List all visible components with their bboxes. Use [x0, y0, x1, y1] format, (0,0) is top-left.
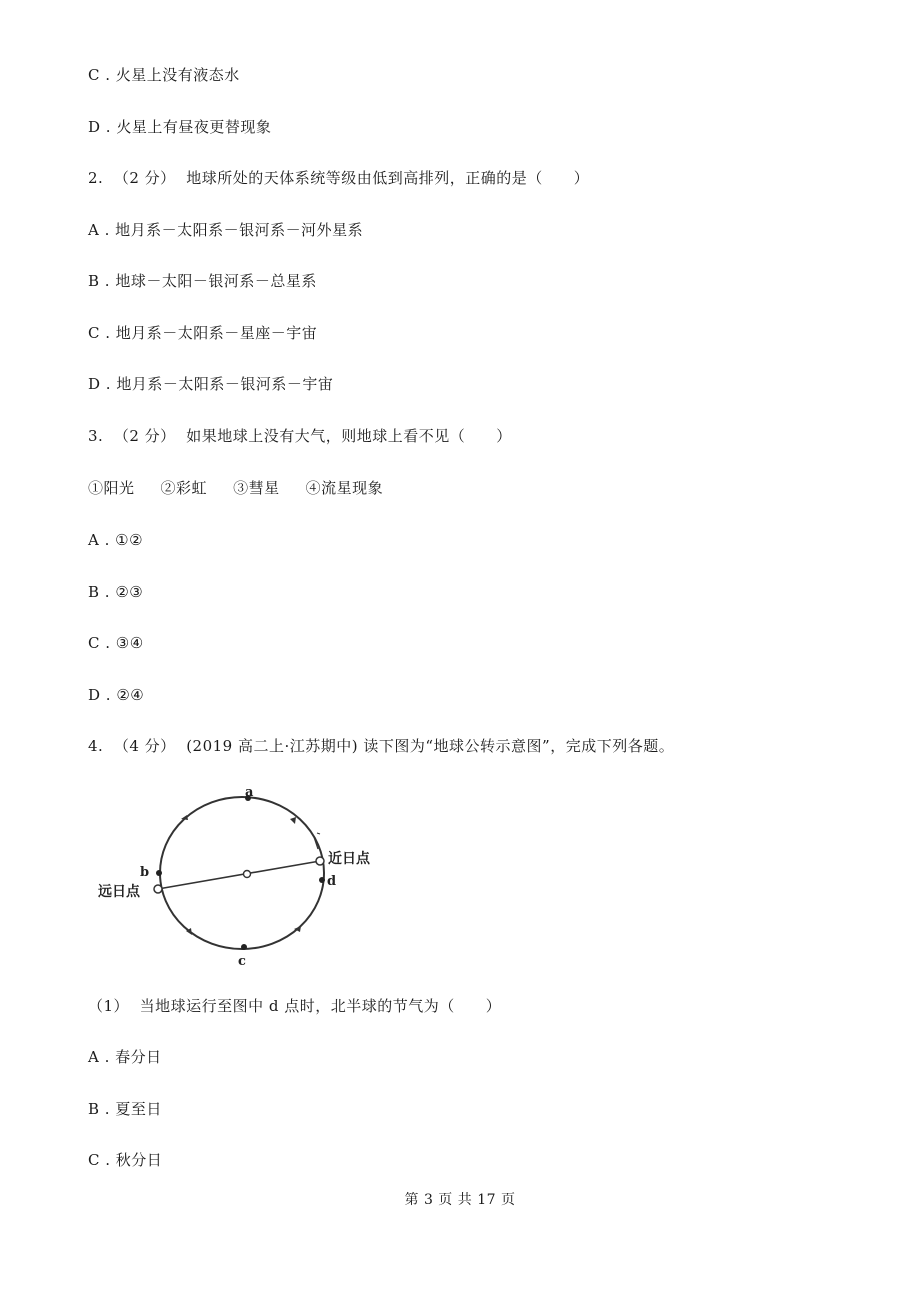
orbit-svg [90, 785, 390, 970]
question-4-stem: 4. （4 分） (2019 高二上·江苏期中) 读下图为“地球公转示意图”，完成下列各题。 [88, 737, 675, 755]
perihelion-marker [316, 857, 324, 865]
q3-items-list: ①阳光 ②彩虹 ③彗星 ④流星现象 [88, 479, 384, 497]
option-d-mars-daynight: D . 火星上有昼夜更替现象 [88, 118, 272, 136]
q3-option-b: B . ②③ [88, 583, 144, 601]
q2-option-a: A . 地月系－太阳系－银河系－河外星系 [88, 221, 364, 239]
q3-option-c: C . ③④ [88, 634, 144, 652]
label-b: b [140, 865, 150, 880]
perihelion-tick-small [317, 833, 320, 834]
q3-option-d: D . ②④ [88, 686, 145, 704]
orbit-arrow-top-right [290, 817, 296, 824]
label-c: c [238, 954, 246, 969]
aphelion-marker [154, 885, 162, 893]
q4-1-option-b: B . 夏至日 [88, 1100, 162, 1118]
apsis-line [158, 861, 320, 889]
label-aphelion: 远日点 [98, 884, 140, 900]
label-d: d [327, 874, 337, 889]
q2-option-b: B . 地球－太阳－银河系－总星系 [88, 272, 317, 290]
q2-option-c: C . 地月系－太阳系－星座－宇宙 [88, 324, 318, 342]
question-3-stem: 3. （2 分） 如果地球上没有大气，则地球上看不见（ ） [88, 427, 512, 445]
point-d-dot [319, 877, 325, 883]
page-footer: 第 3 页 共 17 页 [404, 1192, 516, 1208]
earth-revolution-diagram [90, 785, 390, 970]
q4-1-option-a: A . 春分日 [88, 1048, 162, 1066]
question-2-stem: 2. （2 分） 地球所处的天体系统等级由低到高排列，正确的是（ ） [88, 169, 590, 187]
option-c-mars-water: C . 火星上没有液态水 [88, 66, 240, 84]
label-a: a [245, 785, 254, 800]
point-c-dot [241, 944, 247, 950]
question-4-sub-1: （1） 当地球运行至图中 d 点时，北半球的节气为（ ） [88, 997, 502, 1015]
point-b-dot [156, 870, 162, 876]
sun-marker [244, 871, 251, 878]
q2-option-d: D . 地月系－太阳系－银河系－宇宙 [88, 375, 334, 393]
q3-option-a: A . ①② [88, 531, 144, 549]
label-perihelion: 近日点 [328, 851, 370, 867]
orbit-arrow-top-left [181, 815, 188, 820]
q4-1-option-c: C . 秋分日 [88, 1151, 163, 1169]
orbit-ellipse [160, 797, 324, 949]
